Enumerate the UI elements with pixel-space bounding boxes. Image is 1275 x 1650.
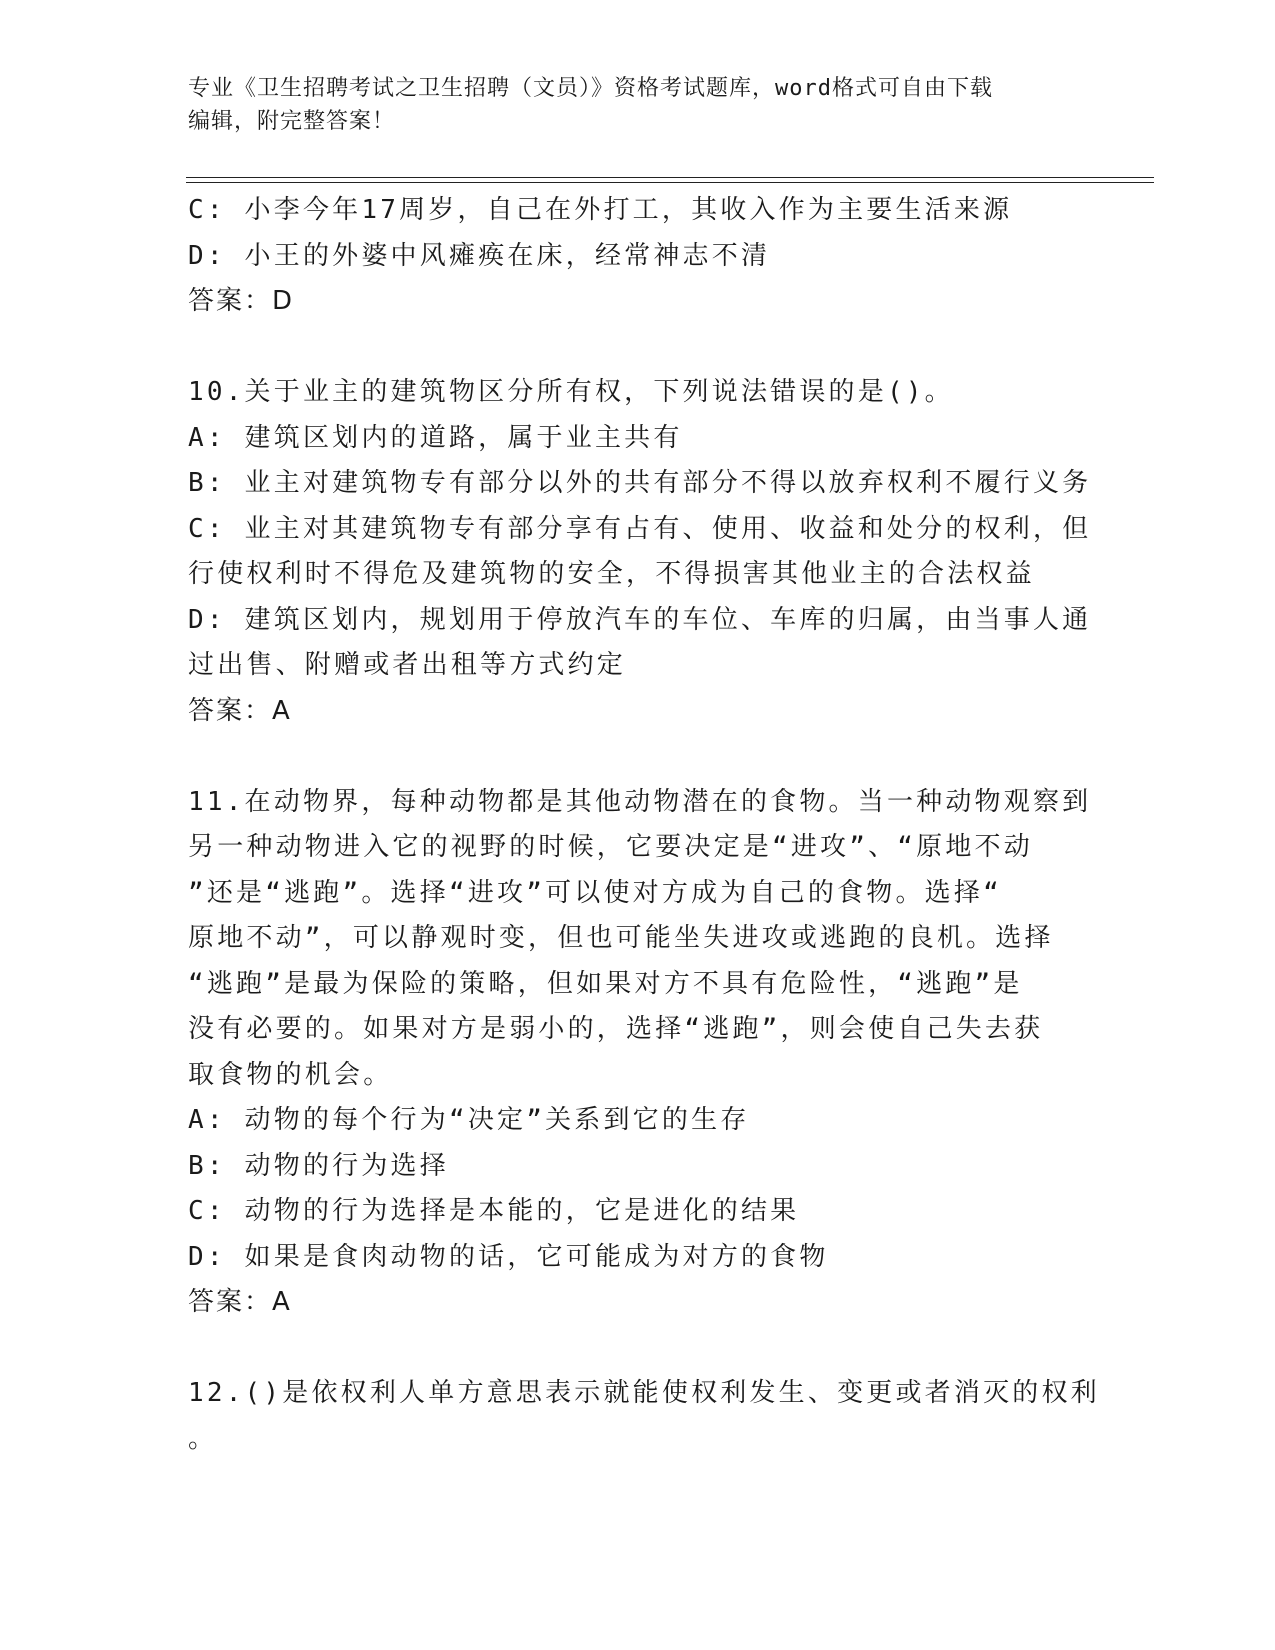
header-divider-top [186,177,1154,178]
question-9-tail [188,188,1068,325]
option-a: A: 动物的每个行为“决定”关系到它的生存 [188,1105,750,1135]
option-c: C: 动物的行为选择是本能的，它是进化的结果 [188,1196,800,1226]
option-d-continued: 过出售、附赠或者出租等方式约定 [188,650,627,680]
question-stem-continued: 取食物的机会。 [188,1059,393,1090]
question-stem: 10.关于业主的建筑物区分所有权，下列说法错误的是()。 [188,377,954,407]
header-divider-bottom [186,182,1154,183]
option-d: D: 如果是食肉动物的话，它可能成为对方的食物 [188,1241,829,1272]
question-stem: 11.在动物界，每种动物都是其他动物潜在的食物。当一种动物观察到 [188,786,1092,817]
option-d: D: 小王的外婆中风瘫痪在床，经常神志不清 [188,240,771,271]
question-stem-continued: 。 [188,1423,218,1454]
answer: 答案：D [188,286,295,316]
question-content [188,188,1100,1462]
option-c: C: 业主对其建筑物专有部分享有占有、使用、收益和处分的权利，但 [188,513,1092,544]
question-12 [188,1371,1100,1462]
question-10 [188,370,1092,734]
option-c: C: 小李今年17周岁，自己在外打工，其收入作为主要生活来源 [188,195,1013,225]
header-line-2: 编辑，附完整答案！ [188,109,396,134]
option-b: B: 动物的行为选择 [188,1150,449,1181]
question-stem-continued: ”还是“逃跑”。选择“进攻”可以使对方成为自己的食物。选择“ [188,877,1002,908]
question-11 [188,780,1092,1326]
option-d: D: 建筑区划内，规划用于停放汽车的车位、车库的归属，由当事人通 [188,604,1092,635]
spacer [188,325,1068,371]
question-stem-continued: 没有必要的。如果对方是弱小的，选择“逃跑”，则会使自己失去获 [188,1014,1044,1044]
question-stem-continued: 另一种动物进入它的视野的时候，它要决定是“进攻”、“原地不动 [188,832,1033,862]
spacer [188,1326,1068,1372]
option-c-continued: 行使权利时不得危及建筑物的安全，不得损害其他业主的合法权益 [188,559,1035,589]
answer: 答案：A [188,1287,292,1317]
option-a: A: 建筑区划内的道路，属于业主共有 [188,422,683,453]
question-stem-continued: 原地不动”，可以静观时变，但也可能坐失进攻或逃跑的良机。选择 [188,923,1054,953]
page-header [188,72,1068,138]
header-line-1: 专业《卫生招聘考试之卫生招聘（文员）》资格考试题库，word格式可自由下载 [188,76,993,101]
answer: 答案：A [188,695,292,726]
question-stem: 12.()是依权利人单方意思表示就能使权利发生、变更或者消灭的权利 [188,1378,1100,1408]
question-stem-continued: “逃跑”是最为保险的策略，但如果对方不具有危险性，“逃跑”是 [188,968,1023,999]
option-b: B: 业主对建筑物专有部分以外的共有部分不得以放弃权利不履行义务 [188,468,1092,498]
spacer [188,734,1068,780]
